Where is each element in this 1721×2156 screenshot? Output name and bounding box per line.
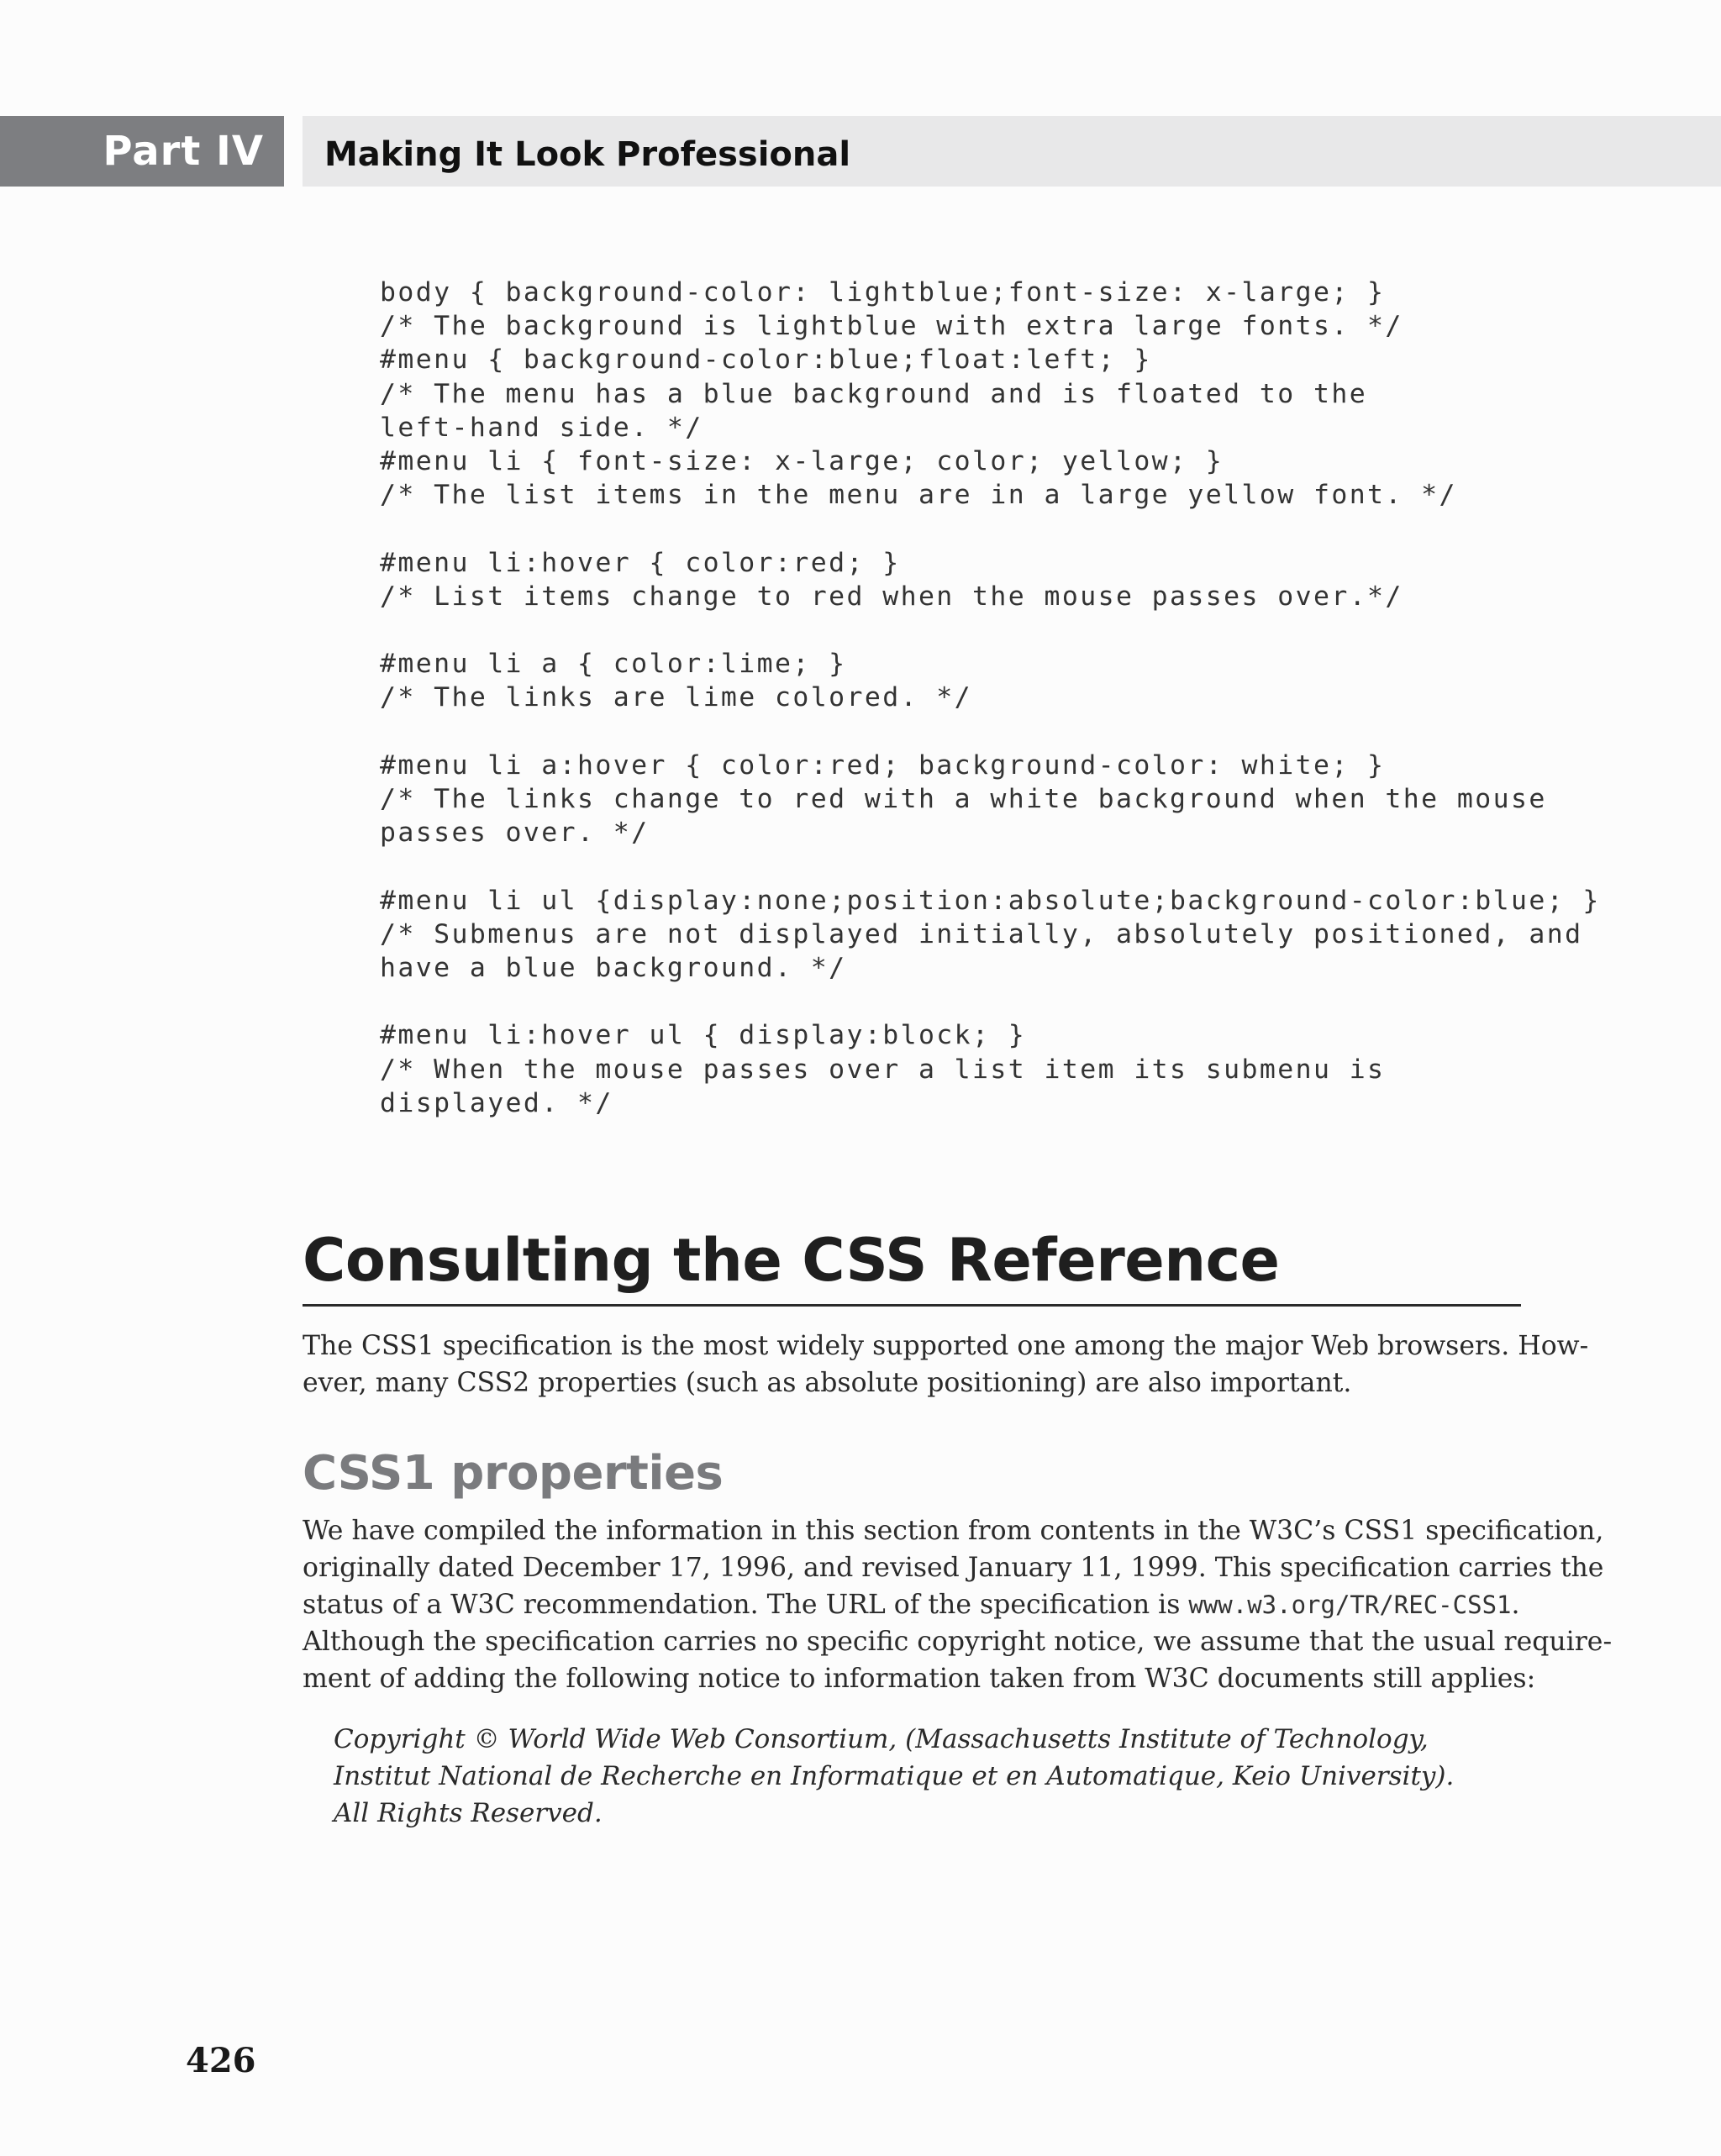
part-label: Part IV xyxy=(0,116,284,187)
css-code-listing: body { background-color: lightblue;font-size: x-large; } /* The background is lightblue with extra large fonts. */ #menu { background-color:blue;float:left; } /* The menu has a blue background and is floated to the left-hand side. */ #menu li { font-size: x-large; color; yellow; } /* The list items in the menu are in a large yellow font. */ #menu li:hover { color:red; } /* List items change to red when the mouse passes over.*/ #menu li a { color:lime; } /* The links are lime colored. */ #menu li a:hover { color:red; background-color: white; } /* The links change to red with a white background when the mouse passes over. */ #menu li ul {display:none;position:absolute;background-color:blue; } /* Submenus are not displayed initially, absolutely positioned, and have a blue background. */ #menu li:hover ul { display:block; } /* When the mouse passes over a list item its submenu is displayed. */ xyxy=(380,277,1601,1118)
section-heading: Consulting the CSS Reference xyxy=(303,1217,1521,1307)
spec-url: www.w3.org/TR/REC-CSS1 xyxy=(1188,1591,1512,1619)
section-intro-paragraph: The CSS1 specification is the most widely supported one among the major Web browsers. How- ever, many CSS2 properties (such as absolute positioning) are also important. xyxy=(303,1331,1589,1398)
css1-paragraph-text-start: We have compiled the information in this section from contents in the W3C’s CSS1 specification, originally dated December 17, 1996, and revised January 11, 1999. This specification carries the status of a W3C recommendation. The URL of the specification is xyxy=(303,1516,1604,1620)
css1-paragraph xyxy=(303,1512,1613,1697)
subsection-heading: CSS1 properties xyxy=(303,1446,724,1501)
copyright-notice-quote: Copyright © World Wide Web Consortium, (Massachusetts Institute of Technology, Institut National de Recherche en Informatique et en Automatique, Keio University). All Rights Reserved. xyxy=(334,1724,1455,1828)
css1-paragraph-text-end: . Although the specification carries no specific copyright notice, we assume that the usual require- ment of adding the following notice to information taken from W3C documents still applies: xyxy=(303,1590,1613,1694)
running-header-title: Making It Look Professional xyxy=(303,116,1721,187)
page-number: 426 xyxy=(186,2041,256,2080)
